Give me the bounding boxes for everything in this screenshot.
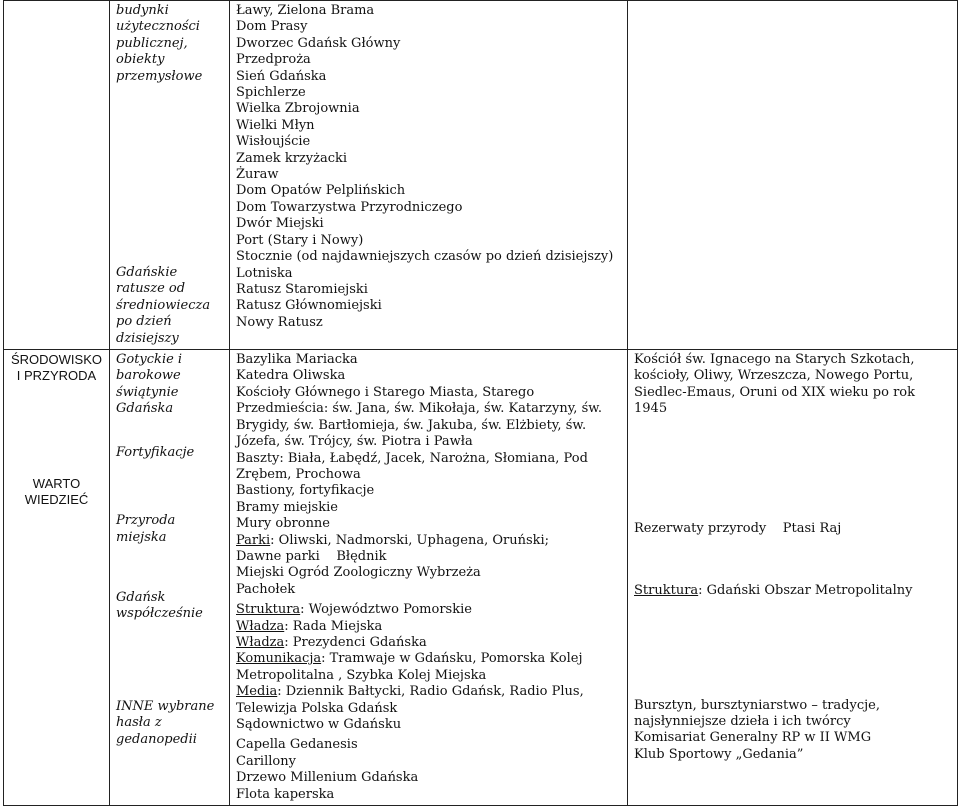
list-item: Nowy Ratusz [236, 314, 323, 330]
list-item: Dom Opatów Pelplińskich [236, 183, 406, 199]
section-cell [4, 350, 110, 806]
list-item: Capella Gedanesis [236, 737, 358, 753]
parki-text: : Oliwski, Nadmorski, Uphagena, Oruński; [270, 532, 550, 548]
list-item: Bazylika Mariacka [236, 352, 358, 368]
list-item: Zamek krzyżacki [236, 150, 348, 166]
list-item [236, 619, 621, 635]
list-item: Drzewo Millenium Gdańska [236, 770, 419, 786]
parki-label: Parki [236, 532, 271, 548]
komunikacja-label: Komunikacja [236, 651, 322, 667]
list-item [236, 602, 621, 618]
struktura-label: Struktura [236, 602, 301, 618]
list-item: Ratusz Głównomiejski [236, 298, 382, 314]
struktura-label: Struktura [634, 583, 699, 599]
list-item: Mury obronne [236, 516, 331, 532]
extra-text: Komisariat Generalny RP w II WMG [634, 730, 872, 746]
list-item: Sądownictwo w Gdańsku [236, 717, 402, 732]
list-item [236, 635, 621, 651]
media-label: Media [236, 684, 278, 700]
section-title: ŚRODOWISKO I PRZYRODA [10, 352, 102, 384]
category-label: Przyroda miejska [116, 513, 176, 545]
list-item: Katedra Oliwska [236, 368, 346, 384]
list-item: Ławy, Zielona Brama [236, 3, 375, 18]
wladza-text: : Rada Miejska [284, 618, 383, 634]
extra-cell [628, 1, 958, 350]
list-item: Wielki Młyn [236, 117, 315, 133]
list-item: Miejski Ogród Zoologiczny Wybrzeża [236, 565, 481, 581]
items-cell [230, 350, 628, 806]
list-item: Bastiony, fortyfikacje [236, 483, 375, 499]
category-cell [110, 1, 230, 350]
list-item: Lotniska [236, 265, 293, 281]
items-cell [230, 1, 628, 350]
category-label: budynki użyteczności publicznej, obiekty przemysłowe [116, 3, 203, 84]
extra-text: Kościół św. Ignacego na Starych Szkotach, kościoły, Oliwy, Wrzeszcza, Nowego Portu, Siedlec-Emaus, Oruni od XIX wieku po rok 1945 [634, 352, 916, 417]
category-cell [110, 350, 230, 806]
list-item: Przedproża [236, 52, 311, 68]
list-item: Carillony [236, 753, 296, 769]
media-text: : Dziennik Bałtycki, Radio Gdańsk, Radio Plus, Telewizja Polska Gdańsk [236, 684, 584, 716]
struktura-text: : Gdański Obszar Metropolitalny [698, 583, 913, 599]
extra-cell [628, 350, 958, 806]
list-item: Ratusz Staromiejski [236, 281, 368, 297]
list-item: Baszty: Biała, Łabędź, Jacek, Narożna, Słomiana, Pod Zrębem, Prochowa [236, 450, 588, 482]
wladza-text: : Prezydenci Gdańska [284, 634, 427, 650]
list-item: Wisłoujście [236, 134, 311, 150]
wladza-label: Władza [236, 634, 285, 650]
extra-text: Rezerwaty przyrody Ptasi Raj [634, 520, 842, 536]
category-label: Gdańsk współcześnie [116, 589, 203, 622]
extra-text [634, 583, 951, 599]
wladza-label: Władza [236, 618, 285, 634]
list-item: Bramy miejskie [236, 499, 338, 515]
list-item: Kościoły Głównego i Starego Miasta, Starego Przedmieścia: św. Jana, św. Mikołaja, św. Katarzyny, św. Brygidy, św. Bartłomieja, św. Jakuba, św. Elżbiety, św. Józefa, św. Trójcy, św. Piotra i Pawła [236, 384, 602, 450]
extra-text: Bursztyn, bursztyniarstwo – tradycje, najsłynniejsze dzieła i ich twórcy [634, 697, 880, 729]
section-cell-empty [4, 1, 110, 350]
table-row [4, 350, 958, 806]
table-row [4, 1, 958, 350]
list-item: Spichlerze [236, 85, 306, 101]
list-item [236, 651, 621, 684]
extra-text: Klub Sportowy „Gedania” [634, 746, 804, 762]
list-item: Wielka Zbrojownia [236, 101, 360, 117]
list-item: Pachołek [236, 581, 296, 597]
list-item: Dom Prasy [236, 19, 308, 35]
list-item: Dwór Miejski [236, 216, 324, 232]
list-item: Port (Stary i Nowy) [236, 232, 364, 248]
section-title: WARTO WIEDZIEĆ [24, 476, 89, 508]
komunikacja-text: : Tramwaje w Gdańsku, Pomorska Kolej Metropolitalna , Szybka Kolej Miejska [236, 651, 583, 683]
category-label: INNE wybrane hasła z gedanopedii [116, 698, 215, 747]
list-item: Stocznie (od najdawniejszych czasów po dzień dzisiejszy) [236, 249, 614, 265]
list-item [236, 684, 621, 717]
content-table [3, 0, 958, 806]
list-item: Dworzec Gdańsk Główny [236, 35, 401, 51]
list-item: Sień Gdańska [236, 68, 327, 84]
list-item: Flota kaperska [236, 786, 335, 802]
list-item: Żuraw [236, 167, 279, 183]
category-label: Fortyfikacje [116, 444, 195, 460]
list-item: Dom Towarzystwa Przyrodniczego [236, 199, 463, 215]
list-item: Dawne parki Błędnik [236, 548, 387, 564]
category-label: Gdańskie ratusze od średniowiecza po dzień dzisiejszy [116, 265, 211, 346]
struktura-text: : Województwo Pomorskie [300, 602, 472, 618]
list-item [236, 533, 621, 549]
category-label: Gotyckie i barokowe świątynie Gdańska [116, 352, 183, 417]
